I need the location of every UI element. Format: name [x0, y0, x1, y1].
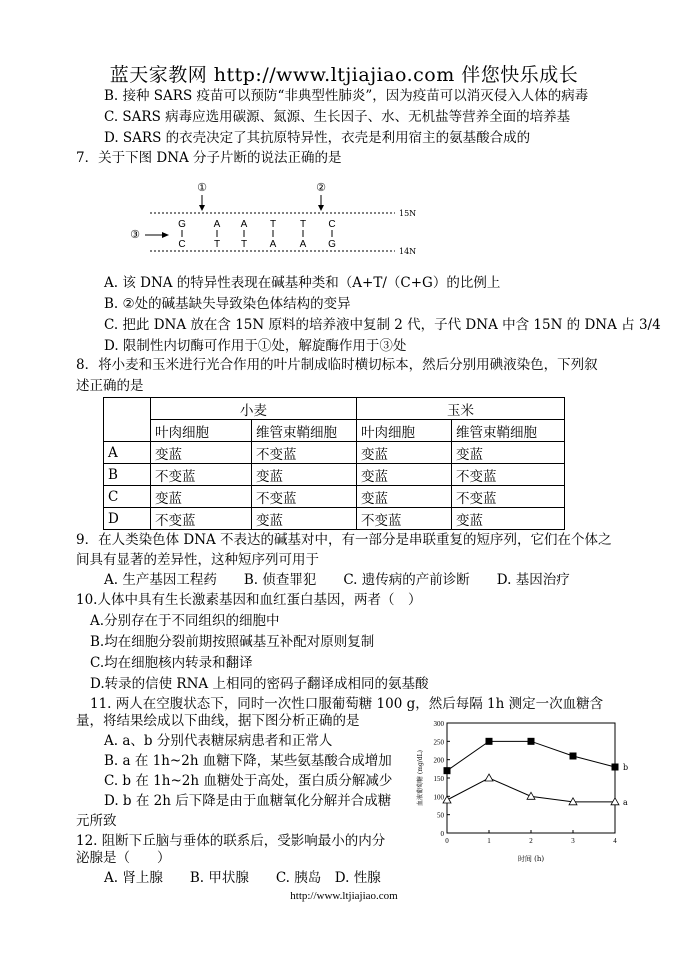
top-base-4: T — [269, 219, 277, 230]
table-cell: D — [104, 508, 151, 530]
table-cell: 不变蓝 — [252, 442, 357, 464]
series-label-a: a — [623, 797, 628, 807]
marker-1: ① — [197, 181, 207, 194]
q6-option-b: B. 接种 SARS 疫苗可以预防“非典型性肺炎”，因为疫苗可以消灭侵入人体的病毒 — [104, 88, 589, 104]
q10-option-a: A.分别存在于不同组织的细胞中 — [90, 613, 280, 629]
bottom-base-5: A — [299, 239, 307, 250]
table-cell: 不变蓝 — [357, 508, 452, 530]
table-row — [104, 442, 565, 464]
y-tick-label: 150 — [433, 775, 444, 783]
top-base-6: C — [328, 219, 336, 230]
y-tick-label: 250 — [433, 738, 444, 747]
bottom-base-1: C — [178, 239, 186, 250]
dna-fragment-figure — [125, 180, 425, 260]
bottom-base-6: G — [328, 239, 336, 250]
q11-tail: 元所致 — [76, 813, 117, 829]
table-cell: 变蓝 — [357, 442, 452, 464]
table-cell: A — [104, 442, 151, 464]
q10-option-b: B.均在细胞分裂前期按照碱基互补配对原则复制 — [90, 634, 375, 650]
top-base-1: G — [178, 219, 186, 230]
q12-line1: 12. 阻断下丘脑与垂体的联系后，受影响最小的内分 — [76, 833, 386, 849]
table-cell: 不变蓝 — [452, 486, 565, 508]
table-cell: 变蓝 — [357, 464, 452, 486]
data-point-b — [612, 764, 619, 771]
q12-line2: 泌腺是（ ） — [76, 850, 171, 866]
page-footer: http://www.ltjiajiao.com — [290, 890, 398, 902]
top-base-5: T — [299, 219, 307, 230]
x-tick-label: 4 — [613, 837, 617, 845]
data-point-b — [570, 753, 577, 760]
y-tick-label: 0 — [440, 830, 444, 838]
table-subheader: 叶肉细胞 — [151, 420, 252, 442]
y-tick-label: 200 — [433, 756, 444, 765]
x-tick-label: 1 — [487, 837, 491, 845]
q7-option-a: A. 该 DNA 的特异性表现在碱基种类和（A+T/（C+G）的比例上 — [104, 275, 501, 291]
table-cell: 变蓝 — [452, 442, 565, 464]
label-14n: 14N — [399, 247, 417, 256]
q11-option-b: B. a 在 1h~2h 血糖下降，某些氨基酸合成增加 — [104, 753, 392, 769]
q10-stem: 10.人体中具有生长激素基因和血红蛋白基因，两者（ ） — [76, 592, 422, 608]
x-tick-label: 3 — [571, 837, 575, 845]
data-point-a — [485, 774, 493, 781]
top-base-3: A — [240, 219, 248, 230]
q10-option-d: D.转录的信使 RNA 上相同的密码子翻译成相同的氨基酸 — [90, 676, 429, 692]
q11-line2: 量，将结果绘成以下曲线，据下图分析正确的是 — [76, 713, 360, 729]
top-base-2: A — [213, 219, 221, 230]
q6-option-d: D. SARS 的衣壳决定了其抗原特异性，衣壳是利用宿主的氨基酸合成的 — [104, 130, 531, 146]
marker-2: ② — [316, 181, 326, 194]
bottom-base-2: T — [213, 239, 221, 250]
table-cell: 变蓝 — [252, 464, 357, 486]
table-cell: 不变蓝 — [151, 508, 252, 530]
table-group-corn: 玉米 — [357, 398, 565, 420]
label-15n: 15N — [399, 209, 417, 218]
table-cell: 不变蓝 — [452, 464, 565, 486]
y-tick-label: 50 — [437, 811, 444, 820]
page-header: 蓝天家教网 http://www.ltjiajiao.com 伴您快乐成长 — [109, 64, 579, 86]
table-row — [104, 508, 565, 530]
q12-options: A. 肾上腺 B. 甲状腺 C. 胰岛 D. 性腺 — [104, 870, 381, 886]
table-cell: 变蓝 — [151, 486, 252, 508]
q7-stem: 7．关于下图 DNA 分子片断的说法正确的是 — [76, 150, 342, 166]
table-group-wheat: 小麦 — [151, 398, 357, 420]
data-point-a — [527, 792, 535, 799]
series-label-b: b — [623, 763, 629, 772]
q9-line2: 间具有显著的差异性，这种短序列可用于 — [76, 552, 319, 568]
y-axis-label: 血液葡萄糖 (mg/dL) — [417, 750, 424, 806]
data-point-b — [486, 738, 493, 745]
q7-option-d: D. 限制性内切酶可作用于①处，解旋酶作用于③处 — [104, 338, 407, 354]
data-point-a — [611, 798, 619, 805]
table-cell: 变蓝 — [252, 508, 357, 530]
series-line-b — [447, 741, 615, 770]
marker-3: ③ — [130, 228, 140, 241]
data-point-b — [444, 767, 451, 774]
table-cell: B — [104, 464, 151, 486]
table-header-row — [104, 398, 565, 420]
q6-option-c: C. SARS 病毒应选用碳源、氮源、生长因子、水、无机盐等营养全面的培养基 — [104, 109, 571, 125]
q11-line1: 11. 两人在空腹状态下，同时一次性口服葡萄糖 100 g，然后每隔 1h 测定一次血糖含 — [90, 696, 604, 712]
q11-option-d: D. b 在 2h 后下降是由于血糖氧化分解并合成糖 — [104, 793, 392, 809]
table-cell: C — [104, 486, 151, 508]
table-subheader-row — [104, 420, 565, 442]
x-tick-label: 0 — [445, 837, 449, 845]
x-axis-label: 时间 (h) — [517, 855, 545, 863]
q11-option-c: C. b 在 1h~2h 血糖处于高处，蛋白质分解减少 — [104, 773, 393, 789]
q11-option-a: A. a、b 分别代表糖尿病患者和正常人 — [104, 733, 333, 749]
table-subheader: 维管束鞘细胞 — [252, 420, 357, 442]
q8-stem-line2: 述正确的是 — [76, 378, 144, 394]
table-row — [104, 486, 565, 508]
table-subheader: 叶肉细胞 — [357, 420, 452, 442]
table-cell: 变蓝 — [151, 442, 252, 464]
q7-option-c: C. 把此 DNA 放在含 15N 原料的培养液中复制 2 代，子代 DNA 中含 15N 的 DNA 占 3/4 — [104, 317, 661, 333]
q10-option-c: C.均在细胞核内转录和翻译 — [90, 655, 253, 671]
q7-option-b: B. ②处的碱基缺失导致染色体结构的变异 — [104, 296, 351, 312]
q8-stem-line1: 8．将小麦和玉米进行光合作用的叶片制成临时横切标本，然后分别用碘液染色，下列叙 — [76, 357, 598, 373]
blood-glucose-chart — [410, 715, 635, 870]
y-tick-label: 300 — [433, 720, 444, 728]
table-cell: 变蓝 — [452, 508, 565, 530]
table-cell: 变蓝 — [357, 486, 452, 508]
data-point-b — [528, 738, 535, 745]
table-row — [104, 464, 565, 486]
bottom-base-3: T — [240, 239, 248, 250]
table-subheader: 维管束鞘细胞 — [452, 420, 565, 442]
table-corner-cell — [104, 398, 151, 442]
bottom-base-4: A — [269, 239, 277, 250]
q9-line1: 9．在人类染色体 DNA 不表达的碱基对中，有一部分是串联重复的短序列，它们在个体之 — [76, 532, 612, 548]
table-cell: 不变蓝 — [151, 464, 252, 486]
q8-table — [103, 397, 565, 530]
q9-options: A. 生产基因工程药 B. 侦查罪犯 C. 遗传病的产前诊断 D. 基因治疗 — [104, 572, 570, 588]
x-tick-label: 2 — [529, 837, 533, 845]
y-tick-label: 100 — [433, 793, 444, 802]
data-point-a — [443, 796, 451, 803]
table-cell: 不变蓝 — [252, 486, 357, 508]
